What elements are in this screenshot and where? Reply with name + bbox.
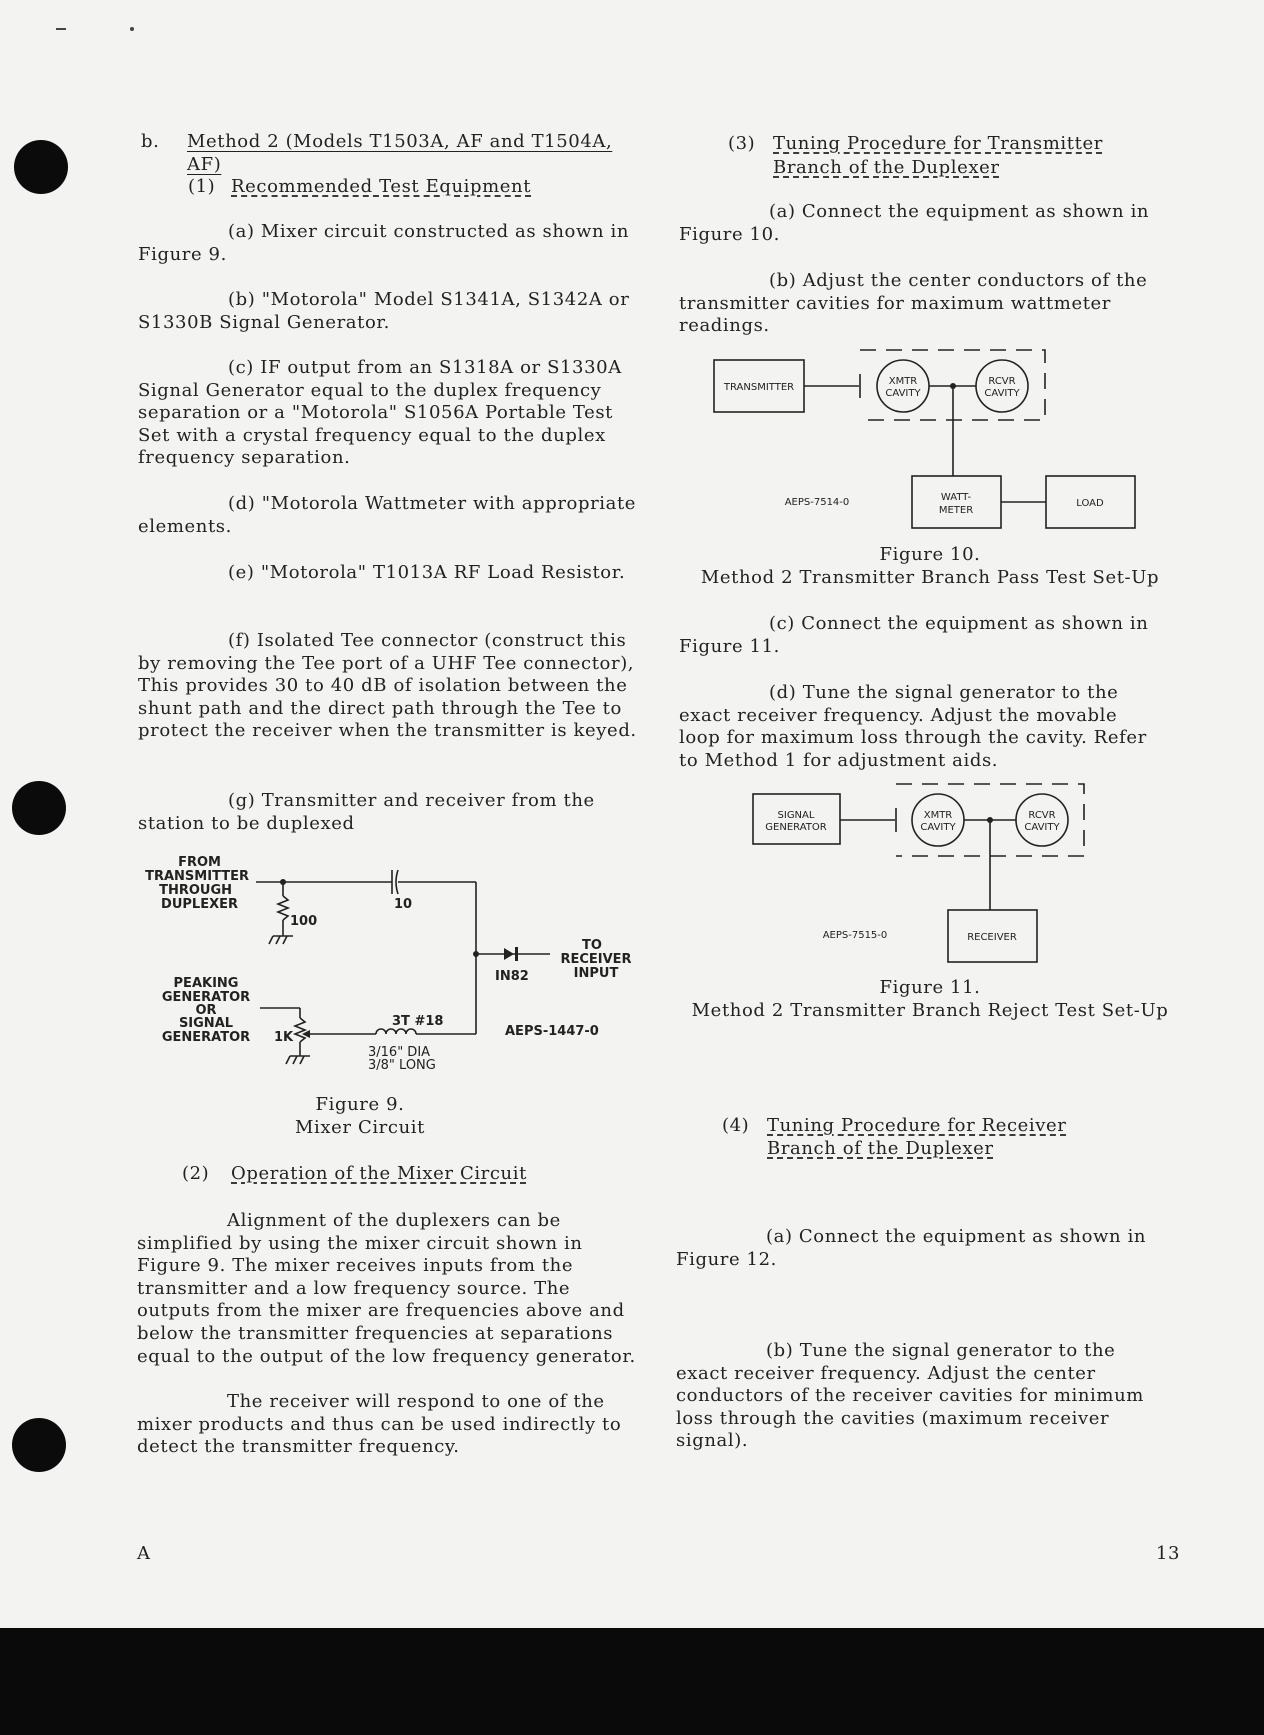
xmtr-cavity-label: CAVITY bbox=[920, 822, 956, 833]
generator-label: GENERATOR bbox=[765, 822, 827, 833]
rcvr-cavity-label: CAVITY bbox=[1024, 822, 1060, 833]
subsection-1-title: Recommended Test Equipment bbox=[231, 176, 532, 197]
subsection-3-marker: (3) bbox=[728, 133, 756, 154]
tx-step-d: (d) Tune the signal generator to the exact receiver frequency. Adjust the movable loop for maximum loss through the cavity. Refer to Method 1 for adjustment aids. bbox=[679, 682, 1147, 771]
transmitter-label: TRANSMITTER bbox=[723, 382, 795, 393]
item-g: (g) Transmitter and receiver from the station to be duplexed bbox=[138, 790, 595, 834]
section-marker-b: b. bbox=[141, 131, 160, 152]
wattmeter-label-2: METER bbox=[938, 505, 974, 516]
fig9-code: AEPS-1447-0 bbox=[505, 1024, 599, 1039]
peaking-1: PEAKING bbox=[173, 976, 239, 991]
figure-11-diagram bbox=[740, 776, 1140, 966]
item-c: (c) IF output from an S1318A or S1330A Signal Generator equal to the duplex frequency separation or a "Motorola" S1056A Portable Test Set with a crystal frequency equal to the duplex frequency separation. bbox=[138, 357, 622, 469]
rcvr-cavity-label: CAVITY bbox=[984, 388, 1020, 399]
scan-bottom-border bbox=[0, 1628, 1264, 1735]
tx-step-a: (a) Connect the equipment as shown in Figure 10. bbox=[679, 201, 1150, 245]
figure-9-caption-number: Figure 9. bbox=[315, 1094, 405, 1115]
tx-step-b: (b) Adjust the center conductors of the transmitter cavities for maximum wattmeter readings. bbox=[679, 270, 1148, 337]
to-receiver-1: TO bbox=[582, 938, 602, 953]
speck-mark bbox=[56, 28, 66, 30]
label-from-4: DUPLEXER bbox=[161, 897, 238, 912]
fig10-code: AEPS-7514-0 bbox=[784, 497, 850, 508]
subsection-2-title: Operation of the Mixer Circuit bbox=[231, 1163, 527, 1184]
wattmeter-label-1: WATT- bbox=[940, 492, 972, 503]
figure-10-caption-title: Method 2 Transmitter Branch Pass Test Set-Up bbox=[700, 567, 1160, 588]
subsection-1-marker: (1) bbox=[188, 176, 216, 197]
paragraph-mixer-operation: Alignment of the duplexers can be simplified by using the mixer circuit shown in Figure 9. The mixer receives inputs from the transmitter and a low frequency source. The outputs from the mixer are frequencies above and below the transmitter frequencies at separations equal to the output of the low frequency generator. bbox=[137, 1210, 636, 1367]
figure-10-diagram bbox=[700, 342, 1160, 532]
subsection-2-marker: (2) bbox=[182, 1163, 210, 1184]
subsection-3-title-line2: Branch of the Duplexer bbox=[773, 157, 1000, 178]
paragraph-receiver-response: The receiver will respond to one of the mixer products and thus can be used indirectly to detect the transmitter frequency. bbox=[137, 1391, 622, 1458]
coil-length-label: 3/8" LONG bbox=[368, 1058, 436, 1073]
item-f: (f) Isolated Tee connector (construct this by removing the Tee port of a UHF Tee connector), This provides 30 to 40 dB of isolation between the shunt path and the direct path through the Tee to protect the receiver when the transmitter is keyed. bbox=[138, 630, 637, 742]
rx-step-a: (a) Connect the equipment as shown in Figure 12. bbox=[676, 1226, 1147, 1270]
subsection-3-title-line1: Tuning Procedure for Transmitter bbox=[773, 133, 1103, 154]
coil-dia-label: 3/16" DIA bbox=[368, 1045, 431, 1060]
peaking-3: OR bbox=[195, 1003, 217, 1018]
punch-hole-top bbox=[14, 140, 68, 194]
receiver-label: RECEIVER bbox=[967, 932, 1017, 943]
resistor-100-label: 100 bbox=[290, 914, 318, 929]
mixer-circuit-diagram bbox=[130, 850, 650, 1090]
item-d: (d) "Motorola Wattmeter with appropriate elements. bbox=[138, 493, 637, 537]
label-from-3: THROUGH bbox=[159, 883, 232, 898]
punch-hole-bottom bbox=[12, 1418, 66, 1472]
subsection-4-title-line1: Tuning Procedure for Receiver bbox=[767, 1115, 1067, 1136]
item-b: (b) "Motorola" Model S1341A, S1342A or S1330B Signal Generator. bbox=[138, 289, 630, 333]
coil-label: 3T #18 bbox=[392, 1014, 444, 1029]
punch-hole-middle bbox=[12, 781, 66, 835]
speck-mark bbox=[130, 27, 134, 31]
rx-step-b: (b) Tune the signal generator to the exact receiver frequency. Adjust the center conductors of the receiver cavities for minimum loss through the cavities (maximum receiver signal). bbox=[676, 1340, 1144, 1452]
subsection-4-marker: (4) bbox=[722, 1115, 750, 1136]
xmtr-label: XMTR bbox=[923, 810, 953, 821]
rcvr-label: RCVR bbox=[1028, 810, 1056, 821]
label-from-2: TRANSMITTER bbox=[145, 869, 249, 884]
peaking-4: SIGNAL bbox=[178, 1016, 234, 1031]
tx-step-c: (c) Connect the equipment as shown in Figure 11. bbox=[679, 613, 1149, 657]
figure-9-caption-title: Mixer Circuit bbox=[295, 1117, 425, 1138]
xmtr-label: XMTR bbox=[888, 376, 918, 387]
peaking-2: GENERATOR bbox=[161, 990, 251, 1005]
fig11-code: AEPS-7515-0 bbox=[822, 930, 888, 941]
capacitor-10-label: 10 bbox=[394, 897, 413, 912]
figure-11-caption-title: Method 2 Transmitter Branch Reject Test Set-Up bbox=[691, 1000, 1169, 1021]
page-number: 13 bbox=[1156, 1543, 1181, 1564]
to-receiver-3: INPUT bbox=[573, 966, 619, 981]
rcvr-label: RCVR bbox=[988, 376, 1016, 387]
diode-label: IN82 bbox=[495, 969, 529, 984]
load-label: LOAD bbox=[1076, 498, 1104, 509]
footer-left-letter: A bbox=[137, 1543, 151, 1564]
item-a: (a) Mixer circuit constructed as shown in Figure 9. bbox=[138, 221, 630, 265]
item-e: (e) "Motorola" T1013A RF Load Resistor. bbox=[228, 562, 626, 583]
figure-11-caption-number: Figure 11. bbox=[879, 977, 981, 998]
figure-10-caption-number: Figure 10. bbox=[879, 544, 981, 565]
pot-1k-label: 1K bbox=[274, 1030, 294, 1045]
peaking-5: GENERATOR bbox=[161, 1030, 251, 1045]
label-from-1: FROM bbox=[178, 855, 221, 870]
subsection-4-title-line2: Branch of the Duplexer bbox=[767, 1138, 994, 1159]
section-heading: Method 2 (Models T1503A, AF and T1504A, AF) bbox=[187, 131, 613, 175]
signal-label: SIGNAL bbox=[777, 810, 815, 821]
to-receiver-2: RECEIVER bbox=[560, 952, 632, 967]
xmtr-cavity-label: CAVITY bbox=[885, 388, 921, 399]
